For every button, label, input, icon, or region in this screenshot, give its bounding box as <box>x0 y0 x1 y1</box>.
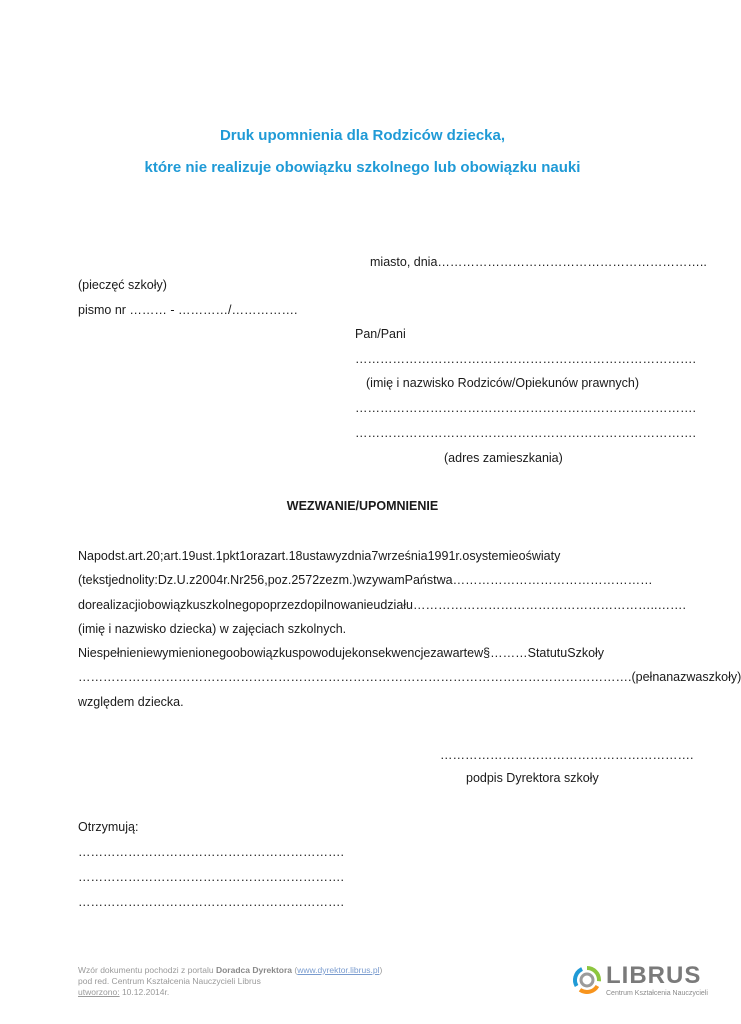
word: Niespełnienie <box>78 646 154 661</box>
word: Na <box>78 549 94 563</box>
word: 2004 <box>195 573 224 588</box>
word: ……………………………………………………………………………………………………………………. <box>78 670 632 685</box>
word: pkt <box>222 549 240 563</box>
signature-dots: ……………………………………………………. <box>440 748 694 762</box>
word: poprzez <box>255 597 301 612</box>
portal-name: Doradca Dyrektora <box>215 965 293 975</box>
word: o <box>462 549 470 563</box>
recipients-label: Otrzymują: <box>78 820 139 834</box>
word: (tekst <box>78 573 109 588</box>
addressee-name-dots: ………………………………………………………………………. <box>355 352 696 366</box>
body-line-3 <box>78 593 686 617</box>
signature-caption: podpis Dyrektora szkoły <box>466 771 599 785</box>
recipient-line-1: ………………………………………………………. <box>78 845 344 859</box>
word: 18 <box>288 549 303 563</box>
footer-created-line: utworzono: 10.12.2014r. <box>78 987 170 997</box>
word: obowiązku <box>232 646 293 661</box>
school-stamp-label: (pieczęć szkoły) <box>78 278 167 292</box>
address-dots-1: ………………………………………………………………………. <box>355 401 696 415</box>
word: zm.) <box>332 573 357 588</box>
summons-heading: WEZWANIE/UPOMNIENIE <box>286 499 439 513</box>
logo-tagline: Centrum Kształcenia Nauczycieli <box>606 990 708 997</box>
word: U. <box>176 573 190 588</box>
address-caption: (adres zamieszkania) <box>444 451 563 465</box>
word: Nr <box>230 573 244 588</box>
word: ………………………………………… <box>452 573 653 588</box>
word: Dz. <box>157 573 177 588</box>
word: Szkoły <box>567 646 605 661</box>
logo-wordmark: LIBRUS <box>606 962 702 989</box>
word: 19 <box>181 549 196 563</box>
word: udziału <box>373 597 414 612</box>
body-line-4: (imię i nazwisko dziecka) w zajęciach szkolnych. <box>78 621 347 636</box>
word: poz. <box>267 573 292 588</box>
summons-body <box>78 544 741 714</box>
word: r. <box>455 549 463 563</box>
word: art. <box>270 549 289 563</box>
word: art. <box>163 549 182 563</box>
word: oraz <box>246 549 271 563</box>
word: wzywam <box>356 573 405 588</box>
body-line-1 <box>78 544 647 568</box>
city-date-line: miasto, dnia……………………………………………………….. <box>370 255 707 269</box>
word: spowoduje <box>292 646 352 661</box>
word: ustawy <box>302 549 342 563</box>
word: podst. <box>93 549 129 563</box>
word: nazwa <box>666 670 703 685</box>
word: z <box>189 573 196 588</box>
word: wymienionego <box>153 646 233 661</box>
word: 2572 <box>291 573 320 588</box>
word: § <box>483 646 491 661</box>
word: Statutu <box>527 646 568 661</box>
document-subtitle: które nie realizuje obowiązku szkolnego lub obowiązku nauki <box>144 159 581 176</box>
word: dnia <box>347 549 372 563</box>
word: Państwa <box>404 573 453 588</box>
footer-source-line: Wzór dokumentu pochodzi z portalu Doradca Dyrektora (www.dyrektor.librus.pl) <box>78 965 383 975</box>
word: obowiązku <box>140 597 200 612</box>
word: (pełna <box>631 670 667 685</box>
body-line-5 <box>78 641 647 665</box>
portal-link[interactable]: www.dyrektor.librus.pl <box>297 965 380 975</box>
word: z <box>341 549 348 563</box>
word: 1 <box>215 549 223 563</box>
word: konsekwencje <box>351 646 431 661</box>
word: realizacji <box>91 597 141 612</box>
word: do <box>78 597 92 612</box>
footer-note <box>78 965 382 998</box>
body-line-2 <box>78 568 653 592</box>
word: szkolnego <box>199 597 256 612</box>
word: jednolity: <box>108 573 158 588</box>
addressee-name-caption: (imię i nazwisko Rodziców/Opiekunów prawnych) <box>366 376 640 390</box>
word: art. <box>128 549 147 563</box>
word: ……… <box>490 646 528 661</box>
librus-logo <box>572 962 708 1002</box>
word: oświaty <box>518 549 561 563</box>
footer-editor-line: pod red. Centrum Kształcenia Nauczycieli Librus <box>78 976 261 986</box>
word: września <box>378 549 428 563</box>
addressee-label: Pan/Pani <box>355 327 406 341</box>
librus-swirl-icon <box>572 964 602 996</box>
word: 7 <box>371 549 379 563</box>
word: 1 <box>239 549 247 563</box>
body-line-7: względem dziecka. <box>78 694 184 709</box>
word: ze <box>319 573 333 588</box>
word: w <box>474 646 484 661</box>
word: 256, <box>243 573 268 588</box>
word: zawarte <box>430 646 475 661</box>
word: …………………………………………………..……. <box>413 597 686 612</box>
recipient-line-3: ………………………………………………………. <box>78 895 344 909</box>
document-title: Druk upomnienia dla Rodziców dziecka, <box>219 127 506 144</box>
word: dopilnowanie <box>300 597 374 612</box>
word: 1991 <box>427 549 456 563</box>
word: ust. <box>195 549 216 563</box>
word: 20; <box>146 549 164 563</box>
body-line-6 <box>78 665 741 689</box>
letter-number-line: pismo nr ……… - …………/……………. <box>78 303 298 317</box>
address-dots-2: ………………………………………………………………………. <box>355 426 696 440</box>
word: szkoły) <box>702 670 741 685</box>
recipient-line-2: ………………………………………………………. <box>78 870 344 884</box>
word: r. <box>223 573 231 588</box>
word: systemie <box>469 549 519 563</box>
